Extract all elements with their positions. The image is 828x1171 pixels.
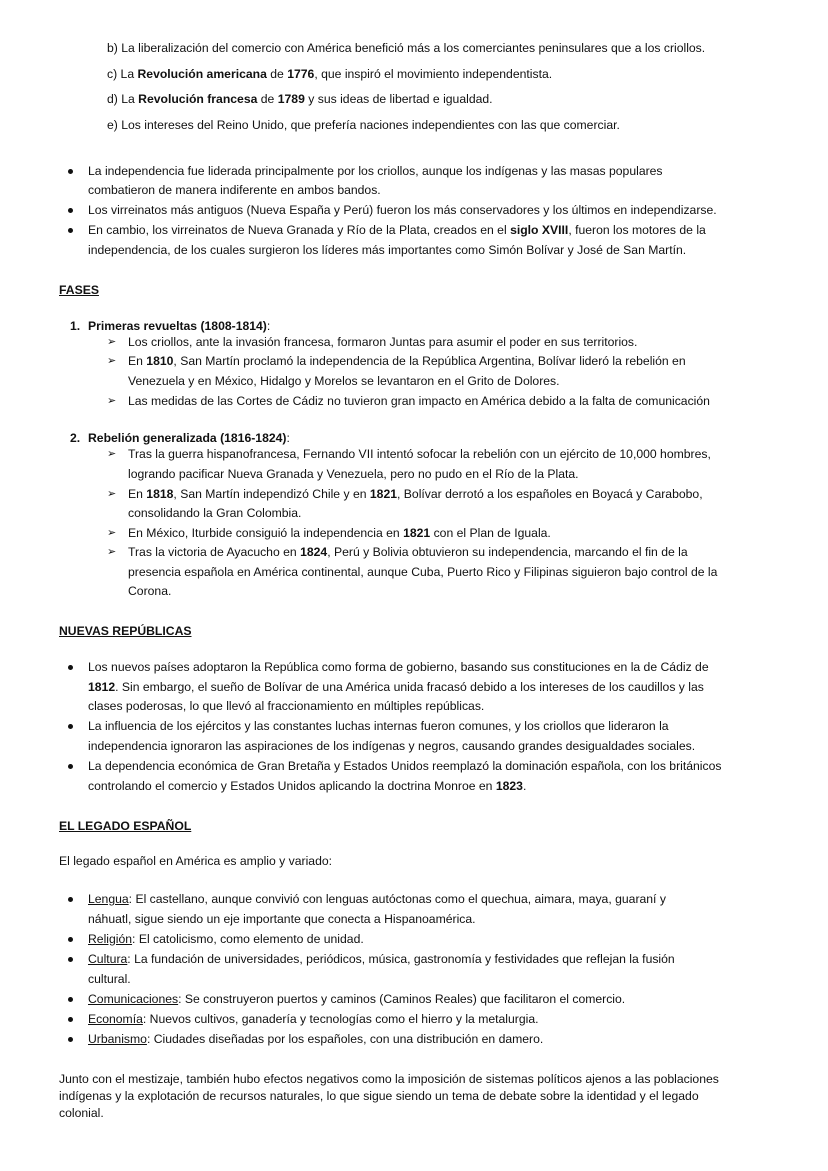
legado-comunicaciones-text: : Se construyeron puertos y caminos (Caminos Reales) que facilitaron el comercio. bbox=[178, 992, 626, 1006]
phase-2-item-3-post: con el Plan de Iguala. bbox=[430, 526, 551, 540]
nuevas-bullet-1-line-2 bbox=[88, 679, 704, 695]
cause-d-bold2: 1789 bbox=[277, 92, 305, 106]
intro-bullet-3-pre: En cambio, los virreinatos de Nueva Granada y Río de la Plata, creados en el bbox=[88, 223, 511, 237]
arrow-bullet-icon: ➢ bbox=[107, 546, 117, 558]
arrow-bullet-icon: ➢ bbox=[107, 355, 117, 367]
arrow-bullet-icon: ➢ bbox=[107, 395, 117, 407]
cause-d-bold1: Revolución francesa bbox=[138, 92, 258, 106]
nuevas-bullet-3-line-2 bbox=[88, 778, 526, 794]
phase-2-item-3-pre: En México, Iturbide consiguió la independencia en bbox=[128, 526, 404, 540]
intro-bullet-3-post: , fueron los motores de la bbox=[568, 223, 706, 237]
legado-cultura-line-2: cultural. bbox=[88, 972, 131, 986]
intro-bullet-3-line-2: independencia, de los cuales surgieron los líderes más importantes como Simón Bolívar y José de San Martín. bbox=[88, 243, 687, 257]
closing-paragraph-line-2: indígenas y la explotación de recursos naturales, lo que sigue siendo un tema de debate sobre la identidad y el legado bbox=[59, 1089, 699, 1103]
phase-1-item-2-line-1 bbox=[128, 353, 686, 369]
legado-economia-term: Economía bbox=[88, 1012, 143, 1026]
legado-urbanismo bbox=[88, 1031, 543, 1047]
nuevas-bullet-1-post: . Sin embargo, el sueño de Bolívar de una América unida fracasó debido a los intereses de los caudillos y las bbox=[115, 680, 704, 694]
cause-d bbox=[107, 91, 493, 107]
legado-religion-text: : El catolicismo, como elemento de unidad. bbox=[132, 932, 364, 946]
nuevas-bullet-3-post: . bbox=[522, 779, 527, 793]
bullet-icon bbox=[68, 665, 73, 670]
phase-2-item-4-line-2: presencia española en América continental, aunque Cuba, Puerto Rico y Filipinas siguieron bajo control de la bbox=[128, 565, 718, 579]
phase-2-item-3-bold: 1821 bbox=[403, 526, 431, 540]
section-heading-fases: FASES bbox=[59, 283, 99, 297]
intro-bullet-1-line-1: La independencia fue liderada principalmente por los criollos, aunque los indígenas y las masas populares bbox=[88, 164, 663, 178]
legado-urbanismo-term: Urbanismo bbox=[88, 1032, 147, 1046]
arrow-bullet-icon: ➢ bbox=[107, 448, 117, 460]
nuevas-bullet-2-line-1: La influencia de los ejércitos y las constantes luchas internas fueron comunes, y los criollos que lideraron la bbox=[88, 719, 669, 733]
legado-comunicaciones bbox=[88, 991, 625, 1007]
phase-1-item-3: Las medidas de las Cortes de Cádiz no tuvieron gran impacto en América debido a la falta de comunicación bbox=[128, 394, 710, 408]
phase-2-item-2-bold1: 1818 bbox=[146, 487, 174, 501]
phase-1-item-2-post: , San Martín proclamó la independencia de la República Argentina, Bolívar lideró la rebelión en bbox=[173, 354, 686, 368]
phase-2-item-4-bold: 1824 bbox=[300, 545, 328, 559]
phase-2-item-3 bbox=[128, 525, 551, 541]
cause-d-post: y sus ideas de libertad e igualdad. bbox=[304, 92, 493, 106]
bullet-icon bbox=[68, 724, 73, 729]
phase-1-colon: : bbox=[266, 319, 271, 333]
bullet-icon bbox=[68, 228, 73, 233]
section-heading-nuevas-republicas: NUEVAS REPÚBLICAS bbox=[59, 624, 192, 638]
legado-intro: El legado español en América es amplio y variado: bbox=[59, 854, 333, 868]
bullet-icon bbox=[68, 997, 73, 1002]
legado-cultura-term: Cultura bbox=[88, 952, 128, 966]
phase-2-item-1-line-1: Tras la guerra hispanofrancesa, Fernando VII intentó sofocar la rebelión con un ejército de 10,000 hombres, bbox=[128, 447, 711, 461]
cause-c-bold1: Revolución americana bbox=[137, 67, 267, 81]
legado-lengua-text: : El castellano, aunque convivió con lenguas autóctonas como el quechua, aimara, maya, guaraní y bbox=[128, 892, 666, 906]
cause-c bbox=[107, 66, 552, 82]
phase-2-item-2-mid: , San Martín independizó Chile y en bbox=[173, 487, 370, 501]
legado-economia-text: : Nuevos cultivos, ganadería y tecnologías como el hierro y la metalurgia. bbox=[142, 1012, 539, 1026]
phase-2-item-1-line-2: logrando pacificar Nueva Granada y Venezuela, pero no pudo en el Río de la Plata. bbox=[128, 467, 579, 481]
nuevas-bullet-1-line-3: clases poderosas, lo que llevó al fraccionamiento en múltiples repúblicas. bbox=[88, 699, 485, 713]
phase-2-item-4-post: , Perú y Bolivia obtuvieron su independencia, marcando el fin de la bbox=[327, 545, 688, 559]
legado-cultura-text: : La fundación de universidades, periódicos, música, gastronomía y festividades que reflejan la fusión bbox=[127, 952, 675, 966]
nuevas-bullet-1-bold: 1812 bbox=[88, 680, 116, 694]
phase-2-item-2-line-2: consolidando la Gran Colombia. bbox=[128, 506, 302, 520]
cause-c-mid: de bbox=[266, 67, 288, 81]
phase-2-item-4-line-1 bbox=[128, 544, 688, 560]
phase-2-item-2-line-1 bbox=[128, 486, 703, 502]
intro-bullet-3-bold: siglo XVIII bbox=[510, 223, 569, 237]
bullet-icon bbox=[68, 1017, 73, 1022]
cause-d-pre: d) La bbox=[107, 92, 139, 106]
phase-2-item-2-pre: En bbox=[128, 487, 147, 501]
closing-paragraph-line-1: Junto con el mestizaje, también hubo efectos negativos como la imposición de sistemas políticos ajenos a las poblaciones bbox=[59, 1072, 719, 1086]
intro-bullet-3-line-1 bbox=[88, 222, 706, 238]
cause-b bbox=[107, 40, 705, 56]
nuevas-bullet-3-pre: controlando el comercio y Estados Unidos aplicando la doctrina Monroe en bbox=[88, 779, 496, 793]
legado-economia bbox=[88, 1011, 539, 1027]
bullet-icon bbox=[68, 208, 73, 213]
phase-1-title bbox=[88, 318, 270, 334]
cause-c-bold2: 1776 bbox=[287, 67, 315, 81]
closing-paragraph-line-3: colonial. bbox=[59, 1106, 104, 1120]
legado-religion-term: Religión bbox=[88, 932, 133, 946]
phase-1-title-text: Primeras revueltas (1808-1814) bbox=[88, 319, 267, 333]
phase-2-number: 2. bbox=[70, 431, 81, 445]
cause-e-text: e) Los intereses del Reino Unido, que prefería naciones independientes con las que comerciar. bbox=[107, 118, 620, 132]
nuevas-bullet-1-line-1: Los nuevos países adoptaron la República como forma de gobierno, basando sus constituciones en la de Cádiz de bbox=[88, 660, 709, 674]
phase-1-item-2-line-2: Venezuela y en México, Hidalgo y Morelos se levantaron en el Grito de Dolores. bbox=[128, 374, 560, 388]
legado-urbanismo-text: : Ciudades diseñadas por los españoles, con una distribución en damero. bbox=[146, 1032, 544, 1046]
legado-lengua-term: Lengua bbox=[88, 892, 129, 906]
phase-2-title bbox=[88, 430, 290, 446]
phase-1-item-2-pre: En bbox=[128, 354, 147, 368]
phase-2-item-4-line-3: Corona. bbox=[128, 584, 172, 598]
intro-bullet-2: Los virreinatos más antiguos (Nueva España y Perú) fueron los más conservadores y los últimos en independizarse. bbox=[88, 203, 717, 217]
nuevas-bullet-2-line-2: independencia ignoraron las aspiraciones de los indígenas y negros, causando grandes desigualdades sociales. bbox=[88, 739, 696, 753]
phase-2-title-text: Rebelión generalizada (1816-1824) bbox=[88, 431, 287, 445]
legado-lengua-line-1 bbox=[88, 891, 666, 907]
intro-bullet-1-line-2: combatieron de manera indiferente en ambos bandos. bbox=[88, 183, 381, 197]
arrow-bullet-icon: ➢ bbox=[107, 488, 117, 500]
phase-1-number: 1. bbox=[70, 319, 81, 333]
phase-2-colon: : bbox=[286, 431, 290, 445]
cause-b-text: b) La liberalización del comercio con América benefició más a los comerciantes peninsulares que a los criollos. bbox=[107, 41, 706, 55]
bullet-icon bbox=[68, 1037, 73, 1042]
cause-d-mid: de bbox=[257, 92, 278, 106]
legado-religion bbox=[88, 931, 364, 947]
legado-cultura-line-1 bbox=[88, 951, 675, 967]
legado-lengua-line-2: náhuatl, sigue siendo un eje importante que conecta a Hispanoamérica. bbox=[88, 912, 476, 926]
bullet-icon bbox=[68, 169, 73, 174]
arrow-bullet-icon: ➢ bbox=[107, 527, 117, 539]
section-heading-legado: EL LEGADO ESPAÑOL bbox=[59, 819, 192, 833]
cause-c-post: , que inspiró el movimiento independentista. bbox=[314, 67, 553, 81]
legado-comunicaciones-term: Comunicaciones bbox=[88, 992, 179, 1006]
phase-2-item-2-bold2: 1821 bbox=[369, 487, 398, 501]
cause-e bbox=[107, 117, 620, 133]
bullet-icon bbox=[68, 937, 73, 942]
bullet-icon bbox=[68, 897, 73, 902]
phase-2-item-4-pre: Tras la victoria de Ayacucho en bbox=[128, 545, 301, 559]
cause-c-pre: c) La bbox=[107, 67, 138, 81]
bullet-icon bbox=[68, 764, 73, 769]
phase-1-item-1: Los criollos, ante la invasión francesa, formaron Juntas para asumir el poder en sus territorios. bbox=[128, 335, 638, 349]
arrow-bullet-icon: ➢ bbox=[107, 336, 117, 348]
phase-2-item-2-post: , Bolívar derrotó a los españoles en Boyacá y Carabobo, bbox=[397, 487, 703, 501]
nuevas-bullet-3-bold: 1823 bbox=[495, 779, 523, 793]
nuevas-bullet-3-line-1: La dependencia económica de Gran Bretaña y Estados Unidos reemplazó la dominación española, con los británicos bbox=[88, 759, 722, 773]
phase-1-item-2-bold: 1810 bbox=[146, 354, 174, 368]
bullet-icon bbox=[68, 957, 73, 962]
